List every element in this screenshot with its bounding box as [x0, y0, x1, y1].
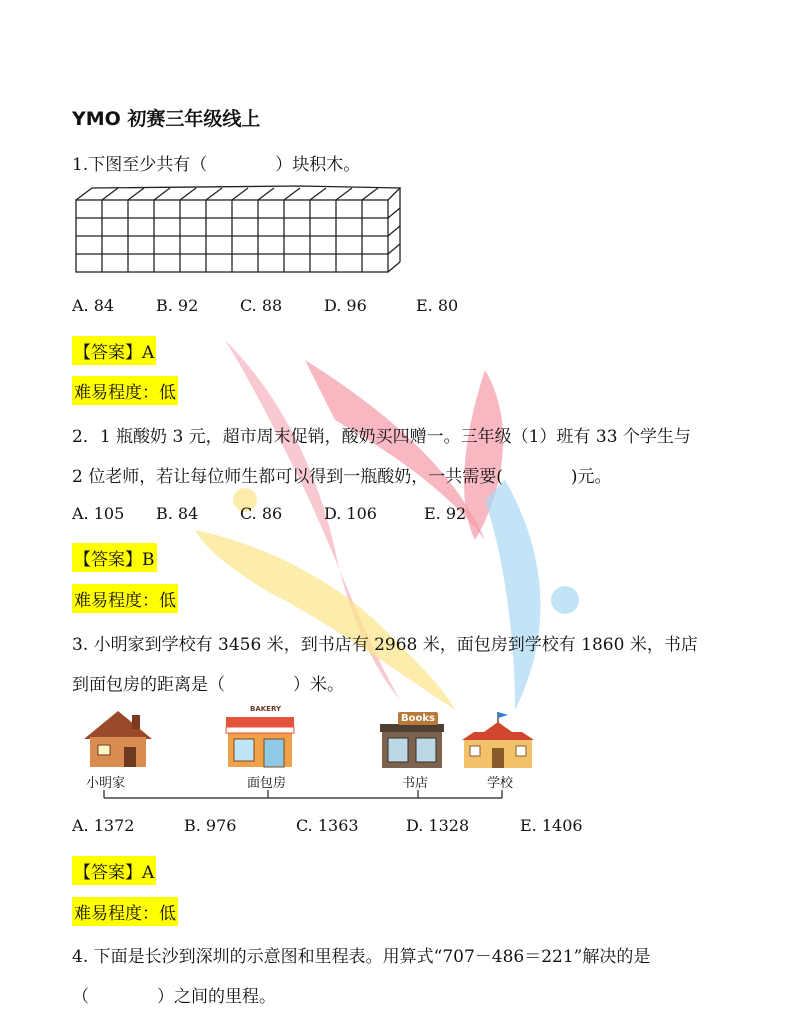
q4-stem-line1: 4. 下面是长沙到深圳的示意图和里程表。用算式“707－486＝221”解决的是 — [72, 947, 651, 967]
q2-difficulty: 难易程度：低 — [72, 584, 178, 613]
q2-stem-line2: 2 位老师，若让每位师生都可以得到一瓶酸奶，一共需要( )元。 — [72, 467, 612, 487]
bookstore-sign: Books — [398, 712, 438, 725]
q3-answer: 【答案】A — [72, 856, 156, 885]
q2-option-a: A. 105 — [72, 504, 125, 523]
q1-stem: 1.下图至少共有（ ）块积木。 — [72, 155, 361, 175]
q3-option-c: C. 1363 — [296, 816, 359, 835]
page-title: YMO 初赛三年级线上 — [72, 108, 261, 130]
q2-answer: 【答案】B — [72, 543, 157, 572]
q3-option-b: B. 976 — [184, 816, 237, 835]
q1-option-a: A. 84 — [72, 296, 115, 315]
q3-option-a: A. 1372 — [72, 816, 135, 835]
bakery-sign: BAKERY — [250, 705, 282, 713]
label-xiaoming-home: 小明家 — [86, 776, 126, 791]
q3-option-d: D. 1328 — [406, 816, 470, 835]
q1-blocks-figure — [72, 182, 406, 276]
q2-option-d: D. 106 — [324, 504, 377, 523]
q4-stem-line2: （ ）之间的里程。 — [72, 987, 276, 1007]
q3-stem-line2: 到面包房的距离是（ ）米。 — [72, 675, 344, 695]
q2-option-c: C. 86 — [240, 504, 283, 523]
label-school: 学校 — [487, 776, 514, 791]
label-bakery: 面包房 — [247, 776, 287, 791]
q1-option-e: E. 80 — [416, 296, 459, 315]
q1-option-c: C. 88 — [240, 296, 283, 315]
q2-option-e: E. 92 — [424, 504, 467, 523]
distance-line — [100, 788, 520, 806]
q1-answer: 【答案】A — [72, 336, 156, 365]
q3-stem-line1: 3. 小明家到学校有 3456 米，到书店有 2968 米，面包房到学校有 1860 米，书店 — [72, 635, 698, 655]
q2-option-b: B. 84 — [156, 504, 199, 523]
q3-difficulty: 难易程度：低 — [72, 897, 178, 926]
label-bookstore: 书店 — [402, 776, 429, 791]
q1-option-b: B. 92 — [156, 296, 199, 315]
q2-stem-line1: 2．1 瓶酸奶 3 元，超市周末促销，酸奶买四赠一。三年级（1）班有 33 个学生与 — [72, 427, 691, 447]
q1-difficulty: 难易程度：低 — [72, 376, 178, 405]
q3-option-e: E. 1406 — [520, 816, 583, 835]
q1-option-d: D. 96 — [324, 296, 367, 315]
school-icon — [460, 710, 536, 770]
house-icon — [78, 707, 158, 769]
